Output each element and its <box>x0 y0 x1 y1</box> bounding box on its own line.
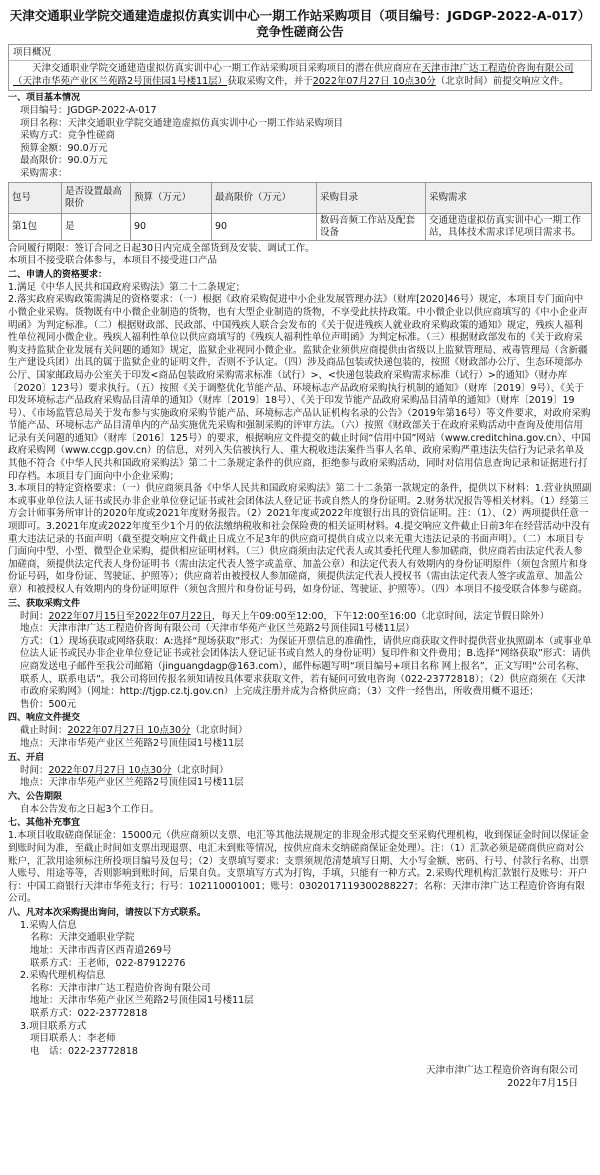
opening-time-label: 时间： <box>20 764 49 776</box>
opening-place: 地点：天津市华苑产业区兰苑路2号顶佳园1号楼11层 <box>20 777 244 789</box>
deadline-value: 2022年07月27日 10点30分 <box>67 725 191 737</box>
buyer-name: 名称：天津交通职业学院 <box>30 932 135 944</box>
section-other-matters <box>8 817 592 906</box>
col-package: 包号 <box>9 182 62 213</box>
project-contact-heading: 3.项目联系方式 <box>20 1020 87 1032</box>
cell-max-price-set: 是 <box>62 213 131 240</box>
package-table <box>8 182 592 241</box>
overview-location: 天津市津广达工程造价咨询有限公司（天津市华苑产业区兰苑路2号顶佳园1号楼11层） <box>13 63 574 87</box>
obtain-end-date: 2022年07月22日 <box>134 610 212 622</box>
project-contact-person: 项目联系人：李老师 <box>30 1033 116 1045</box>
overview-deadline: 2022年07月27日 10点30分 <box>312 76 436 87</box>
submission-deadline <box>8 725 592 738</box>
section-submission <box>8 712 592 750</box>
section-heading: 二、申请人的资格要求： <box>8 269 108 280</box>
overview-text-post: （北京时间）前提交响应文件。 <box>435 76 569 87</box>
agent-contact: 联系方式：022-23772818 <box>30 1008 148 1020</box>
buyer-info-heading: 1.采购人信息 <box>20 919 77 931</box>
qualification-1: 1.满足《中华人民共和国政府采购法》第二十二条规定； <box>8 281 246 293</box>
signature-date: 2022年7月15日 <box>507 1078 578 1090</box>
project-contact-phone: 电 话：022-23772818 <box>30 1045 138 1057</box>
agent-name: 名称：天津市津广达工程造价咨询有限公司 <box>30 982 211 994</box>
qualification-2: 2.落实政府采购政策需满足的资格要求：（一）根据《政府采购促进中小企业发展管理办法》（财库[2020]46号）规定，本项目专门面向中小微企业采购。货物既有中小微企业制造的货物，也有大型企业制造的货物，不享受此扶持政策。中小微企业以供应商填写的《中小企业声明函》为判定标准。（二）根据财政部、民政部、中国残疾人联合会发布的《关于促进残疾人就业政府采购政策的通知》规定，残疾人福利性单位视同小微企业。残疾人福利性单位以供应商填写的《残疾人福利性单位声明函》为判定标准。（三）根据财政部发布的《关于政府采购支持监狱企业发展有关问题的通知》规定，监狱企业视同小微企业。监狱企业须供应商提供由省级以上监狱管理局、戒毒管理局（含新疆生产建设兵团）出具的属于监狱企业的证明文件，否则不予认定。（四）涉及商品包装或快递包装的，按照《财政部办公厅、生态环境部办公厅、国家邮政局办公室关于印发<商品包装政府采购需求标准（试行）>、<快递包装政府采购需求标准（试行）>的通知》（财办库〔2020〕123号）要求执行。（五）按照《关于调整优化节能产品、环境标志产品政府采购执行机制的通知》（财库〔2019〕9号）、《关于印发环境标志产品政府采购品目清单的通知》（财库〔2019〕18号）、《关于印发节能产品政府采购品目清单的通知》（财库〔2019〕19号）、《市场监管总局关于发布参与实施政府采购节能产品、环境标志产品认证机构名录的公告》（2019年第16号）等文件要求，对政府采购节能产品、环境标志产品目清单内的产品实施优先采购和强制采购的评审方法。（六）按照《财政部关于在政府采购活动中查询及使用信用记录有关问题的通知》（财库〔2016〕125号）的要求，根据响应文件提交的截止时间“信用中国”网站（www.creditchina.gov.cn）、中国政府采购网（www.ccgp.gov.cn）的信息，对列入失信被执行人、重大税收违法案件当事人名单、政府采购严重违法失信行为记录名单及其他不符合《中华人民共和国政府采购法》第二十二条规定条件的供应商，拒绝参与政府采购活动，同时对信用信息查询记录和证据进行打印存档。本项目专门面向中小企业采购； <box>8 294 591 482</box>
agent-info-heading: 2.采购代理机构信息 <box>20 970 106 982</box>
table-row <box>9 213 592 240</box>
section-basic-info <box>8 92 592 268</box>
obtain-method: 方式：（1）现场获取或网络获取：A:选择“现场获取”形式：为保证开票信息的准确性，请供应商获取文件时提供营业执照副本（或事业单位法人证书或民办非企业单位登记证书或社会团体法人登记证书或自然人的身份证明）复印件和文件费用；B.选择“网络获取”形式：请供应商发送电子邮件至我公司邮箱（jinguangdagp@163.com），邮件标题写明“项目编号+项目名称 网上报名”，正文写明“公司名称、联系人、联系电话”。我公司将回传报名须知请按具体要求获取文件，若有疑问可致电咨询（022-23772818）；（2）供应商须在《天津市政府采购网》（网址：http://tjgp.cz.tj.gov.cn）上完成注册并成为合格供应商；（3）文件一经售出，所收费用概不退还； <box>20 635 592 698</box>
notice-period-text: 自本公告发布之日起3个工作日。 <box>20 803 160 815</box>
obtain-time-label: 时间： <box>20 610 49 622</box>
col-budget: 预算（万元） <box>131 182 212 213</box>
overview-text-pre: 天津交通职业学院交通建造虚拟仿真实训中心一期工作站采购项目采购项目的潜在供应商应在 <box>32 63 422 74</box>
overview-text-mid: 获取采购文件，并于 <box>227 76 313 87</box>
page-title: 天津交通职业学院交通建造虚拟仿真实训中心一期工作站采购项目（项目编号：JGDGP-2022-A-017）竞争性磋商公告 <box>9 8 591 39</box>
cell-max-price: 90 <box>212 213 317 240</box>
qualification-3: 3.本项目的特定资格要求：（一）供应商须具备《中华人民共和国政府采购法》第二十二条第一款规定的条件，提供以下材料：1.营业执照副本或事业单位法人证书或民办非企业单位登记证书或社会团体法人登记证书或自然人的身份证明。2.财务状况报告等相关材料。（1）经第三方会计师事务所审计的2020年度或2021年度财务报告。（2）2021年度或2022年度银行出具的资信证明。注：（1）、（2）两项提供任意一项即可。3.2021年度或2022年度至少1个月的依法缴纳税收和社会保险费的相关证明材料。4.提交响应文件截止日前3年在经营活动中没有重大违法记录的书面声明（截至提交响应文件截止日成立不足3年的供应商可提供自成立以来无重大违法记录的书面声明）。（二）本项目专门面向中型、小型、微型企业采购，提供相应证明材料。（三）供应商须由法定代表人或其委托代理人参加磋商，供应商若由法定代表人参加磋商，须提供法定代表人身份证明书（需由法定代表人签字或盖章、加盖公章）和法定代表人有效期内的身份证明原件（须包含照片和身份证号码，如身份证、驾驶证、护照等）；供应商若由被授权人参加磋商，须提供法定代表人授权书（需由法定代表人签字或盖章、加盖公章）和被授权人有效期内的身份证明原件（须包含照片和身份证号码，如身份证、驾驶证、护照等）。（四）本项目不接受联合体参与磋商。 <box>8 483 592 595</box>
section-notice-period <box>8 791 592 817</box>
col-catalog: 采购目录 <box>317 182 426 213</box>
project-name: 项目名称：天津交通职业学院交通建造虚拟仿真实训中心一期工作站采购项目 <box>20 117 344 129</box>
section-qualifications <box>8 269 592 597</box>
cell-budget: 90 <box>131 213 212 240</box>
section-heading: 五、开启 <box>8 752 45 763</box>
agent-address: 地址：天津市华苑产业区兰苑路2号顶佳园1号楼11层 <box>30 995 254 1007</box>
procurement-method: 采购方式：竞争性磋商 <box>20 130 116 142</box>
section-heading: 三、获取采购文件 <box>8 598 81 609</box>
obtain-place: 地点：天津市津广达工程造价咨询有限公司（天津市华苑产业区兰苑路2号顶佳园1号楼11层） <box>20 623 415 635</box>
col-needs: 采购需求 <box>426 182 592 213</box>
procurement-needs-label: 采购需求： <box>20 167 68 179</box>
col-max-price: 最高限价（万元） <box>212 182 317 213</box>
submission-place: 地点：天津市华苑产业区兰苑路2号顶佳园1号楼11层 <box>20 737 244 749</box>
document-price: 售价：500元 <box>20 698 77 710</box>
section-heading: 八、凡对本次采购提出询问，请按以下方式联系。 <box>8 907 207 918</box>
section-contacts <box>8 907 592 1059</box>
section-heading: 一、项目基本情况 <box>8 93 81 103</box>
buyer-address: 地址：天津市西青区西青道269号 <box>30 945 172 957</box>
other-matters-text: 1.本项目收取磋商保证金：15000元（供应商须以支票、电汇等其他法规规定的非现金形式提交至采购代理机构，收到保证金时间以保证金到账时间为准，至截止时间如支票出现退票、电汇未到账等情况，按供应商未交纳磋商保证金处理）。注：（1）汇款必须是磋商供应商对公账户，汇款用途须标注所投项目编号及包号；（2）支票填写要求：支票须规范清楚填写日期、大小写金额、密码、行号、付款行名称、出票人账号、用途等等，否则影响到账时间，后果自负。支票填写方式为打钩，手填，只能有一种方式。2.采购代理机构汇款银行及账号：开户行：中国工商银行天津市华苑支行；行号：102110001001；账号：0302017119300288227；名称：天津市津广达工程造价咨询有限公司。 <box>8 830 589 905</box>
signature-org: 天津市津广达工程造价咨询有限公司 <box>425 1065 578 1077</box>
project-overview-box <box>8 44 592 91</box>
deadline-tz: （北京时间） <box>190 725 248 737</box>
section-heading: 七、其他补充事宜 <box>8 818 81 829</box>
contract-period: 合同履行期限：签订合同之日起30日内完成全部货到及安装、调试工作。 <box>8 242 315 254</box>
signature-block <box>8 1064 592 1090</box>
section-heading: 四、响应文件提交 <box>8 713 81 724</box>
section-obtain-documents <box>8 598 592 712</box>
cell-needs: 交通建造虚拟仿真实训中心一期工作站，具体技术需求详见项目需求书。 <box>426 213 592 240</box>
obtain-time <box>8 611 592 624</box>
obtain-start-date: 2022年07月15日 <box>48 610 126 622</box>
overview-body <box>9 60 591 90</box>
overview-heading: 项目概况 <box>13 47 52 58</box>
budget-amount: 预算金额：90.0万元 <box>20 142 108 154</box>
buyer-contact: 联系方式：王老师，022-87912276 <box>30 957 186 969</box>
opening-time <box>8 765 592 778</box>
cell-catalog: 数码音频工作站及配套设备 <box>317 213 426 240</box>
deadline-label: 截止时间： <box>20 725 68 737</box>
table-header-row <box>9 182 592 213</box>
opening-time-value: 2022年07月27日 10点30分 <box>48 764 172 776</box>
section-heading: 六、公告期限 <box>8 791 63 802</box>
cell-package: 第1包 <box>9 213 62 240</box>
project-number: 项目编号：JGDGP-2022-A-017 <box>20 105 157 116</box>
obtain-time-hours: ，每天上午09:00至12:00，下午12:00至16:00（北京时间，法定节假日除外） <box>211 610 550 622</box>
section-opening <box>8 752 592 790</box>
opening-time-tz: （北京时间） <box>171 764 229 776</box>
max-price: 最高限价：90.0万元 <box>20 155 108 167</box>
consortium-note: 本项目不接受联合体参与，本项目不接受进口产品 <box>8 255 218 267</box>
obtain-time-to: 至 <box>125 610 135 622</box>
col-max-price-set: 是否设置最高限价 <box>62 182 131 213</box>
